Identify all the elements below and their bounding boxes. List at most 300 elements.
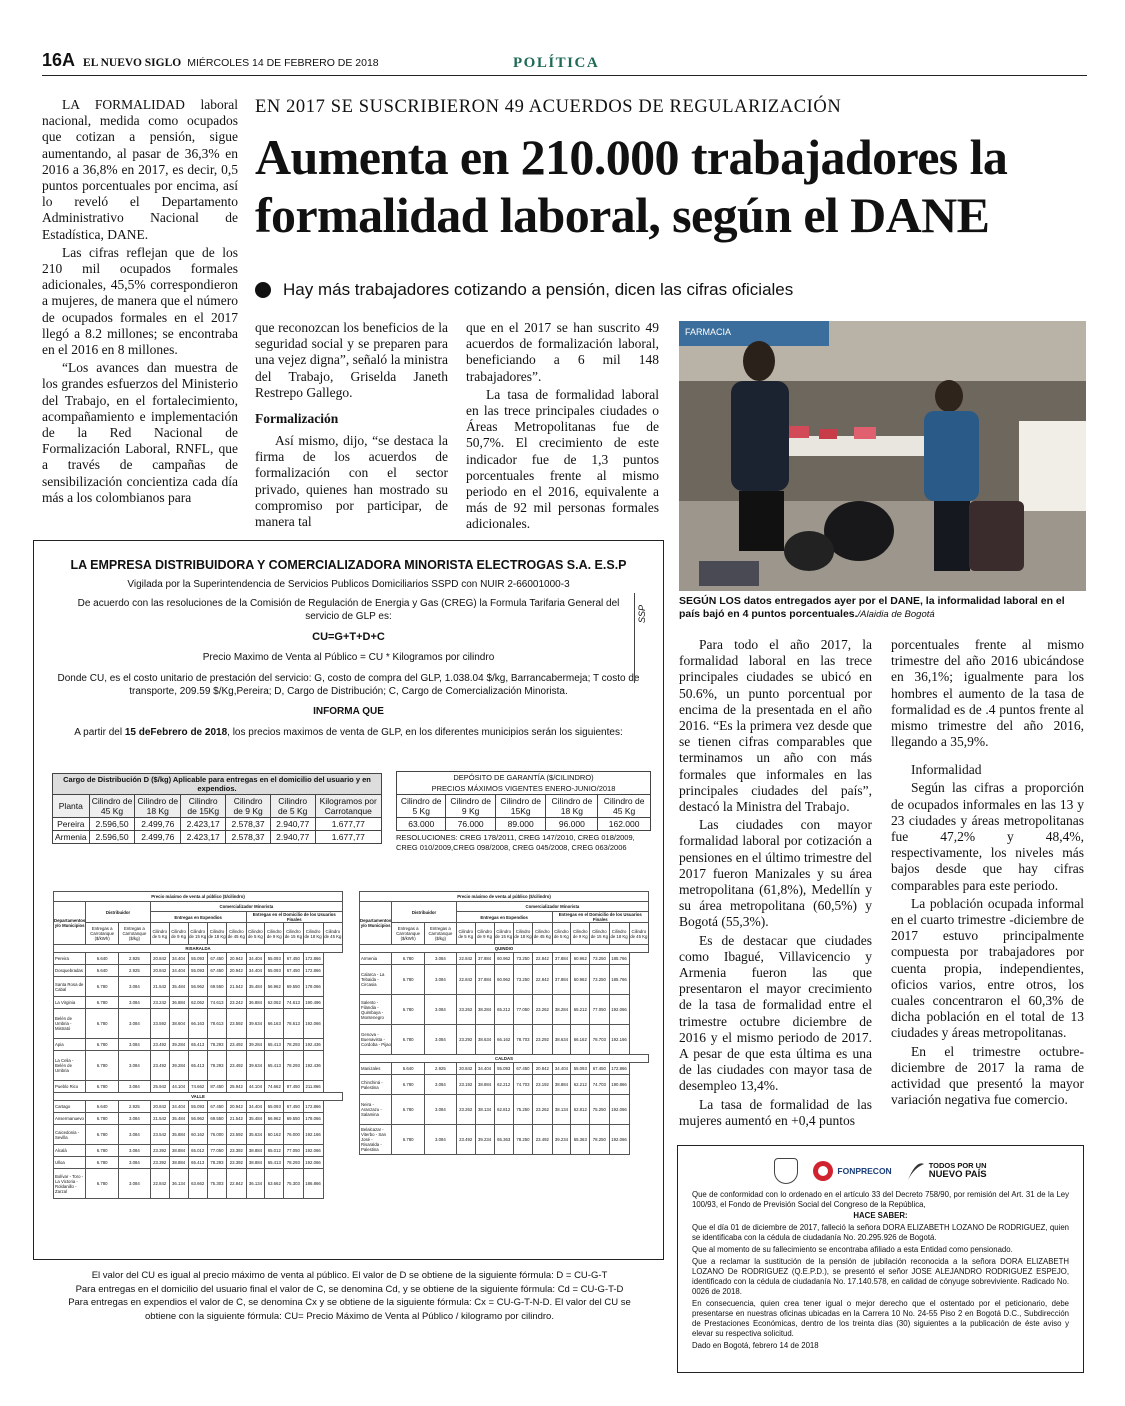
table-cell: 34.404: [169, 1101, 188, 1113]
table-header-cell: Cilindro de 9 Kg: [226, 795, 271, 818]
paragraph: La población ocupada informal en el cuarto trimestre -diciembre de 2017 estuvo principalmente compuesta por trabajadores por cuenta propia, independientes, oficios varios, entre otros, los cuales concentraron el 60,3% de dicha población en el total de 13 ciudades y áreas metropolitanas.: [891, 895, 1084, 1041]
table-cell: 23.492: [227, 1039, 246, 1051]
table-cell: 23.492: [150, 1051, 169, 1081]
table-cell: 6.780: [86, 1145, 119, 1157]
table-cell: 21.542: [150, 977, 169, 997]
table-header-cell: Cilindro de 15 Kg: [188, 923, 207, 945]
table-header-cell: Cilindro de 18 Kg: [135, 795, 181, 818]
table-cell: 39.234: [475, 1125, 494, 1155]
table-cell: 75.250: [513, 1095, 532, 1125]
table-cell: 67.450: [513, 1063, 532, 1075]
coat-of-arms-icon: [774, 1158, 798, 1184]
table-header-row: [54, 902, 343, 912]
table-header-row: [53, 795, 382, 818]
table-cell: 23.492: [227, 1051, 246, 1081]
table-cell: 6.780: [392, 1125, 425, 1155]
table-cell: 2.423,17: [181, 818, 226, 831]
table-row: [53, 818, 382, 831]
ssp-stamp-text: SSP: [637, 604, 647, 623]
table-title-row: [54, 892, 343, 902]
table-header-cell: Cilindro de 15Kg: [495, 795, 546, 818]
table-cell: 76.000: [284, 1125, 303, 1145]
table-cell: 23.492: [533, 1125, 552, 1155]
ad-resolucion: De acuerdo con las resoluciones de la Comisión de Regulación de Energia y Gas (CREG) la Formula Tarifaria General del servicio de GLP es:: [77, 598, 620, 622]
table-cell: 38.634: [475, 1025, 494, 1055]
table-cell: 63.662: [188, 1169, 207, 1199]
deposit-guarantee-table: [396, 771, 651, 831]
table-cell: 66.162: [571, 1025, 590, 1055]
table-cell: 22.842: [150, 1169, 169, 1199]
ad-partir-post: , los precios maximos de venta de GLP, en los diferentes municipios serán los siguientes:: [227, 726, 623, 738]
table-cell: 6.780: [392, 1095, 425, 1125]
table-cell: 3.084: [118, 1145, 150, 1157]
table-cell: 76.000: [207, 1125, 226, 1145]
table-cell: 73.250: [590, 965, 609, 995]
paragraph: Según las cifras a proporción de ocupados informales en las 13 y 23 ciudades y áreas metropolitanas fue 47,2% y 48,4%, respectivamente, los niveles más bajos desde que hay cifras comparables para este periodo.: [891, 780, 1084, 893]
table-cell: 69.550: [207, 977, 226, 997]
distribution-charge-table: [52, 773, 382, 844]
table-header-cell: Cilindro de 15 Kg: [284, 923, 303, 945]
table-header-cell: Cilindro de 15 Kg: [494, 923, 513, 945]
table-cell: 6.780: [86, 1051, 119, 1081]
table-row: [360, 1025, 649, 1055]
table-cell: 38.284: [552, 995, 571, 1025]
table-row: [54, 965, 343, 977]
paragraph: “Los avances dan muestra de los grandes esfuerzos del Ministerio del Trabajo, en el fortalecimiento, acompañamiento e implementación de la Red Nacional de Formalización Laboral, RNFL, que a través de campañas de sensibilización concientiza cada día más a los colombianos para: [42, 360, 238, 505]
price-table-right: [359, 891, 649, 1155]
table-cell: 37.884: [475, 953, 494, 965]
table-header-cell: Entregas a Carrotanque ($/kWh): [86, 923, 119, 945]
table-header-cell: Cilindro de 45 Kg: [598, 795, 651, 818]
footer-line: Para entregas en expendios el valor de C, se denomina Cx y se obtiene de la siguiente fórmula: Cx = CU-G-T-N-D. El valor del CU se: [68, 1297, 631, 1308]
table-cell: Dosquebradas: [54, 965, 86, 977]
table-cell: 38.884: [169, 1157, 188, 1169]
subsection-heading: Informalidad: [911, 762, 982, 778]
ad-partir: [34, 727, 663, 740]
table-cell: 39.234: [552, 1125, 571, 1155]
table-cell: 6.780: [392, 965, 425, 995]
table-cell: Chinchiná - Palestina: [360, 1075, 392, 1095]
paragraph: En el trimestre octubre-diciembre de 2017 la rama de actividad que presentó la mayor variación negativa fue comercio.: [891, 1043, 1084, 1108]
table-cell: 35.484: [169, 1113, 188, 1125]
table-cell: 38.884: [169, 1145, 188, 1157]
table-cell: 65.413: [188, 1157, 207, 1169]
table-cell: Caicedonia - Sevilla: [54, 1125, 86, 1145]
table-cell: 22.842: [456, 953, 475, 965]
table-cell: 3.084: [118, 997, 150, 1009]
table-cell: Belén de Umbria - Mistrató: [54, 1009, 86, 1039]
table-cell: 69.550: [207, 1113, 226, 1125]
table-cell: 62.062: [188, 997, 207, 1009]
table-cell: 2.423,17: [181, 831, 226, 844]
table-cell: 78.250: [590, 1125, 609, 1155]
table-cell: Pereira: [54, 953, 86, 965]
table-header-cell: Distribuidor: [86, 902, 151, 923]
ad-title: LA EMPRESA DISTRIBUIDORA Y COMERCIALIZADORA MINORISTA ELECTROGAS S.A. E.S.P: [70, 558, 627, 572]
table-cell: 60.962: [494, 965, 513, 995]
caption-credit: /Alaidia de Bogotá: [857, 609, 935, 620]
table-cell: 23.292: [533, 1025, 552, 1055]
table-cell: 60.962: [494, 953, 513, 965]
table-cell: 3.084: [118, 1125, 150, 1145]
footer-line: El valor del CU es igual al precio máximo de venta al público. El valor de D se obtiene de la siguiente fórmula: D = CU-G-T: [91, 1270, 608, 1281]
table-header-cell: Entregas en Expendios: [150, 912, 246, 923]
table-cell: 6.640: [86, 953, 119, 965]
resoluciones-text: RESOLUCIONES: CREG 178/2011, CREG 147/2010, CREG 018/2009, CREG 010/2009,CREG 098/2008, CREG 045/2008, CREG 063/2006: [396, 833, 635, 852]
table-cell: 65.413: [265, 1157, 284, 1169]
table-header-cell: Cilindro de 45 Kg: [533, 923, 552, 945]
page-number: 16A: [42, 50, 76, 70]
table-row: [54, 1051, 343, 1081]
table-header-cell: Departamentos y/o Municipios: [360, 902, 392, 945]
table-cell: 78.293: [284, 1039, 303, 1051]
table-cell: 2.925: [118, 1101, 150, 1113]
table-cell: 38.884: [552, 1075, 571, 1095]
table-cell: 77.050: [590, 995, 609, 1025]
table-row: [54, 1145, 343, 1157]
logo-line-1: TODOS POR UN: [928, 1160, 987, 1170]
table-cell: 3.084: [118, 1051, 150, 1081]
table-header-cell: Entregas en el Domicilio de los Usuarios Finales: [552, 912, 649, 923]
table-row: [54, 997, 343, 1009]
table-cell: 44.104: [246, 1081, 265, 1093]
table-cell: 23.262: [533, 1095, 552, 1125]
table-cell: 162.000: [598, 818, 651, 831]
paragraph: La tasa de formalidad de las mujeres aumentó en +0,4 puntos: [679, 1096, 872, 1128]
table-row: [54, 977, 343, 997]
table-cell: 34.404: [246, 965, 265, 977]
table-header-cell: Cilindro de 18 Kg: [207, 923, 226, 945]
headline-line-1: Aumenta en 210.000 trabajadores la: [255, 129, 1008, 185]
table-cell: 172.866: [303, 1101, 323, 1113]
table-cell: 23.392: [227, 1145, 246, 1157]
table-cell: 22.842: [533, 953, 552, 965]
table-cell: 78.293: [284, 1157, 303, 1169]
table-cell: 96.000: [546, 818, 598, 831]
table-cell: 66.163: [265, 1009, 284, 1039]
table-cell: 63.000: [397, 818, 446, 831]
table-cell: Genova - Buenavista - Cordoba - Pijao: [360, 1025, 392, 1055]
table-cell: 34.404: [169, 965, 188, 977]
table-cell: 77.050: [207, 1145, 226, 1157]
table-header-cell: Planta: [53, 795, 90, 818]
table-cell: 60.962: [571, 965, 590, 995]
table-header-cell: Cilindro de 15 Kg: [590, 923, 609, 945]
table-cell: 38.134: [475, 1095, 494, 1125]
headline-line-2: formalidad laboral, según el DANE: [255, 187, 990, 243]
table-row: [54, 1169, 343, 1199]
table-cell: 55.093: [188, 1101, 207, 1113]
paragraph: que en el 2017 se han suscrito 49 acuerdos de formalización laboral, beneficiando a 6 mil 148 trabajadores”.: [466, 320, 659, 384]
table-cell: 6.780: [392, 995, 425, 1025]
table-cell: 87.450: [284, 1081, 303, 1093]
table-header-cell: Entregas en Expendios: [456, 912, 552, 923]
notice-logos: [678, 1156, 1083, 1186]
table-group-row: [360, 1055, 649, 1063]
table-cell: Apia: [54, 1039, 86, 1051]
table-cell: 2.596,50: [89, 818, 135, 831]
table-cell: 78.293: [284, 1051, 303, 1081]
table-cell: 23.392: [150, 1145, 169, 1157]
table-cell: 74.662: [265, 1081, 284, 1093]
article-kicker: EN 2017 SE SUSCRIBIERON 49 ACUERDOS DE REGULARIZACIÓN: [255, 97, 842, 117]
table-cell: 78.250: [513, 1125, 532, 1155]
table-cell: 65.413: [265, 1051, 284, 1081]
table-cell: 78.703: [590, 1025, 609, 1055]
table-cell: 78.293: [207, 1051, 226, 1081]
ad-footer: [34, 1269, 665, 1323]
table-header-cell: Cilindro de 9 Kg: [571, 923, 590, 945]
table-cell: 35.884: [169, 1125, 188, 1145]
table-cell: 23.492: [150, 1039, 169, 1051]
table-cell: 20.842: [150, 1101, 169, 1113]
table-group-label: VALLE: [54, 1093, 343, 1101]
paragraph: Para todo el año 2017, la formalidad laboral en las trece principales ciudades se ubicó en 50.6%, un punto porcentual por encima de la presentada en el año 2016. “Es la primera vez desde que se tienen cifras comparables que terminamos un año con más formales que informales en las principales ciudades del país”, destacó la Ministra del Trabajo.: [679, 637, 872, 815]
table-cell: 66.162: [494, 1025, 513, 1055]
table-cell: 35.484: [169, 977, 188, 997]
table-cell: 3.084: [424, 1095, 456, 1125]
table-header-cell: Cilindro de 18 Kg: [609, 923, 629, 945]
subsection-heading: Formalización: [255, 411, 339, 427]
table-cell: 65.413: [188, 1051, 207, 1081]
table-cell: La Virginia: [54, 997, 86, 1009]
table-cell: 36.884: [246, 997, 265, 1009]
table-cell: 20.842: [150, 953, 169, 965]
table-cell: 60.162: [265, 1125, 284, 1145]
subheadline-text: Hay más trabajadores cotizando a pensión, dicen las cifras oficiales: [283, 280, 794, 299]
table-cell: 192.066: [303, 1145, 323, 1157]
table-cell: 78.293: [207, 1039, 226, 1051]
paragraph: Así mismo, dijo, “se destaca la firma de los acuerdos de formalización con el sector privado, quienes han mostrado su compromiso por participar, de manera tal: [255, 433, 448, 530]
table-cell: 73.250: [513, 953, 532, 965]
table-cell: 6.780: [86, 1081, 119, 1093]
table-cell: 67.450: [284, 953, 303, 965]
table-row: [360, 1063, 649, 1075]
table-cell: 2.578,37: [226, 818, 271, 831]
table-cell: 66.163: [188, 1009, 207, 1039]
table-header-cell: Entregas en el Domicilio de los Usuarios Finales: [246, 912, 343, 923]
table-cell: 78.703: [513, 1025, 532, 1055]
table-cell: 39.284: [169, 1039, 188, 1051]
table-cell: 34.404: [552, 1063, 571, 1075]
paragraph: La tasa de formalidad laboral en las trece principales ciudades o Áreas Metropolitanas fue de 50,7%. El crecimiento de este indicador fue de 1,3 puntos porcentuales frente al mismo periodo en el 2016, equivalente a más de 92 mil personas formales adicionales.: [466, 386, 659, 532]
table-cell: 2.925: [118, 953, 150, 965]
table-cell: 23.592: [227, 1125, 246, 1145]
table-cell: 3.084: [118, 1113, 150, 1125]
table-header-cell: Cilindro de 45 Kg: [629, 923, 648, 945]
table-cell: 6.780: [86, 1157, 119, 1169]
table-cell: 23.492: [456, 1125, 475, 1155]
table-cell: 6.780: [86, 997, 119, 1009]
table-cell: Calarca - La Tebaida - Circasia: [360, 965, 392, 995]
table-cell: 6.640: [86, 1101, 119, 1113]
table-header-cell: Cilindro de 15Kg: [181, 795, 226, 818]
table-cell: 23.592: [150, 1009, 169, 1039]
table-title-row: [360, 892, 649, 902]
ad-partir-date: 15 deFebrero de 2018: [124, 726, 228, 738]
table-header-cell: Comercializador Minorista: [456, 902, 648, 912]
table-cell: 20.842: [533, 1063, 552, 1075]
table-row: [360, 953, 649, 965]
table-cell: 6.780: [392, 953, 425, 965]
table-cell: Ansermanuevo: [54, 1113, 86, 1125]
table-cell: 36.884: [169, 997, 188, 1009]
table-header-cell: Cilindro de 18 Kg: [513, 923, 532, 945]
table-cell: 192.066: [303, 1157, 323, 1169]
table-cell: 75.250: [590, 1095, 609, 1125]
table-header-cell: Cilindro de 45 Kg: [227, 923, 246, 945]
table-cell: 3.084: [118, 977, 150, 997]
table-header-cell: Cilindro de 5 Kg: [456, 923, 475, 945]
table-header-row: [360, 902, 649, 912]
table-cell: 65.413: [265, 1039, 284, 1051]
table-row: [53, 831, 382, 844]
table-cell: 2.925: [118, 965, 150, 977]
table-cell: 65.212: [571, 995, 590, 1025]
ssp-stamp: [634, 593, 650, 683]
table-cell: 192.066: [609, 995, 629, 1025]
table-cell: 192.436: [303, 1051, 323, 1081]
table-cell: 172.866: [303, 953, 323, 965]
table-header-cell: Cilindro de 45 Kg: [89, 795, 135, 818]
table-cell: 22.842: [456, 965, 475, 995]
table-cell: 3.084: [118, 1081, 150, 1093]
table-cell: 75.303: [284, 1169, 303, 1199]
table-cell: 38.284: [475, 995, 494, 1025]
table-header-row: [360, 923, 649, 945]
table-cell: 3.084: [424, 1125, 456, 1155]
table-cell: 23.592: [227, 1009, 246, 1039]
table-cell: 190.866: [609, 1075, 629, 1095]
paragraph: Las ciudades con mayor formalidad laboral por cotización a pensiones en el último trimestre del 2017 fueron Manizales y su área metropolitana (61,8%), Medellín y su área metropolitana (60,5%) y Bogotá (55,3%).: [679, 817, 872, 930]
table-group-label: QUINDIO: [360, 945, 649, 953]
table-cell: 87.450: [207, 1081, 226, 1093]
table-cell: 67.450: [207, 1101, 226, 1113]
table-cell: 23.242: [150, 997, 169, 1009]
table-cell: 74.703: [513, 1075, 532, 1095]
notice-paragraph: Que al momento de su fallecimiento se encontraba afiliado a esta Entidad como pensionado.: [692, 1245, 1013, 1254]
table-cell: 55.093: [265, 965, 284, 977]
table-row: [54, 953, 343, 965]
table-cell: 60.962: [571, 953, 590, 965]
table-header-cell: Cilindro de 9 Kg: [475, 923, 494, 945]
article-column-2: [255, 320, 448, 532]
paragraph: Es de destacar que ciudades como Ibagué, Villavicencio y Armenia fueron las que presentaron el mayor crecimiento de la tasa de formalidad entre el trimestre octubre diciembre de 2016 y el mismo periodo de 2017. A pesar de que esta última es una de las ciudades con mayor tasa de desempleo 13,4%.: [679, 932, 872, 1094]
article-column-3: [466, 320, 659, 535]
table-cell: Salento - Filandia - Quimbaya - Montenegro: [360, 995, 392, 1025]
table-cell: 2.596,50: [89, 831, 135, 844]
footer-line: obtiene con la siguiente fórmula: CU= Precio Máximo de Venta al Público / kilogramo por cilindro.: [145, 1310, 554, 1322]
ad-vigilada: Vigilada por la Superintendencia de Servicios Publicos Domiciliarios SSPD con NUIR 2-66001000-3: [127, 578, 570, 590]
table-cell: Cartago: [54, 1101, 86, 1113]
table-cell: 67.450: [207, 953, 226, 965]
table-cell: 23.192: [533, 1075, 552, 1095]
table-header-cell: Cilindro de 18 Kg: [546, 795, 598, 818]
table-cell: 20.842: [456, 1063, 475, 1075]
table-cell: 69.550: [284, 977, 303, 997]
table-cell: 190.496: [303, 997, 323, 1009]
logo-line-2: NUEVO PAÍS: [928, 1169, 987, 1181]
table-cell: 3.084: [424, 1075, 456, 1095]
table-cell: 44.104: [169, 1081, 188, 1093]
table-cell: 56.962: [265, 977, 284, 997]
notice-paragraph: Que de conformidad con lo ordenado en el artículo 33 del Decreto 758/90, por remisión del Art. 31 de la Ley 100/93, el Fondo de Previsión Social del Congreso de la República,: [692, 1190, 1069, 1209]
table-cell: 34.404: [475, 1063, 494, 1075]
article-photo: [679, 321, 1086, 591]
table-cell: 6.780: [86, 977, 119, 997]
table-cell: 21.542: [227, 977, 246, 997]
table-cell: 65.363: [494, 1125, 513, 1155]
table-header-cell: Cilindro de 5 Kg: [552, 923, 571, 945]
photo-sign-text: FARMACIA: [685, 327, 732, 337]
article-column-4: [679, 637, 872, 1131]
table-cell: Pereira: [53, 818, 90, 831]
table-cell: 6.780: [86, 1009, 119, 1039]
table-cell: 20.842: [150, 965, 169, 977]
table-cell: 37.884: [552, 965, 571, 995]
table-cell: 38.604: [169, 1009, 188, 1039]
table-cell: La Celia - Belén de Umbria: [54, 1051, 86, 1081]
table-cell: 3.084: [424, 953, 456, 965]
table-cell: 23.242: [227, 997, 246, 1009]
table-row: [360, 1125, 649, 1155]
bullet-icon: [255, 282, 271, 298]
table-cell: 63.662: [265, 1169, 284, 1199]
table-cell: 185.766: [609, 965, 629, 995]
notice-hace-saber: HACE SABER:: [853, 1211, 908, 1220]
table-cell: 23.192: [456, 1075, 475, 1095]
table-cell: 89.000: [495, 818, 546, 831]
table-cell: 6.780: [86, 1169, 119, 1199]
table-title: DEPÓSITO DE GARANTÍA ($/CILINDRO): [397, 772, 651, 784]
table-cell: 6.780: [86, 1125, 119, 1145]
ad-donde: Donde CU, es el costo unitario de prestación del servicio: G, costo de compra del GLP, 1.038.04 $/kg, Barrancabermeja; T costo de transporte, 209.59 $/Kg,Pereira; D, Cargo de Distribución; C, Cargo de Comercialización Minorista.: [57, 673, 640, 697]
table-header-cell: Entregas a Carrotanque ($/kg): [424, 923, 456, 945]
table-cell: 178.066: [303, 1113, 323, 1125]
table-cell: 36.134: [246, 1169, 265, 1199]
table-row: [54, 1081, 343, 1093]
table-subtitle: PRECIOS MÁXIMOS VIGENTES ENERO-JUNIO/2018: [397, 783, 651, 795]
table-cell: 67.450: [590, 1063, 609, 1075]
table-cell: 39.284: [169, 1051, 188, 1081]
table-cell: 73.250: [513, 965, 532, 995]
table-row: [397, 818, 651, 831]
table-cell: 78.613: [207, 1009, 226, 1039]
table-cell: Neira - Aranzazu - Salamina: [360, 1095, 392, 1125]
deposit-guarantee-block: [396, 771, 651, 853]
article-column-5: [891, 637, 1084, 1110]
table-header-cell: Cilindro de 5 Kg: [246, 923, 265, 945]
table-row: [54, 1039, 343, 1051]
table-row: [360, 965, 649, 995]
table-cell: 65.012: [265, 1145, 284, 1157]
table-cell: Alcalá: [54, 1145, 86, 1157]
table-header-row: [397, 795, 651, 818]
table-cell: 62.212: [494, 1075, 513, 1095]
table-cell: 3.084: [118, 1039, 150, 1051]
table-cell: 35.634: [246, 1125, 265, 1145]
table-header-cell: Entregas a Carrotanque ($/kg): [118, 923, 150, 945]
table-cell: 23.392: [150, 1157, 169, 1169]
notice-paragraph: Que el día 01 de diciembre de 2017, falleció la señora DORA ELIZABETH LOZANO De RODRIGUEZ, quien se identificaba con la cédula de ciudadanía No. 20.295.926 de Bogotá.: [692, 1223, 1069, 1242]
table-header-cell: Cilindro de 9 Kg: [446, 795, 495, 818]
price-table: [53, 891, 343, 1199]
table-group-row: [54, 1093, 343, 1101]
table-title: Precio máximo de venta al público ($/cilindro): [360, 892, 649, 902]
table-cell: 192.166: [303, 1125, 323, 1145]
table-cell: Manizales: [360, 1063, 392, 1075]
gas-price-advertisement: [33, 540, 664, 1322]
